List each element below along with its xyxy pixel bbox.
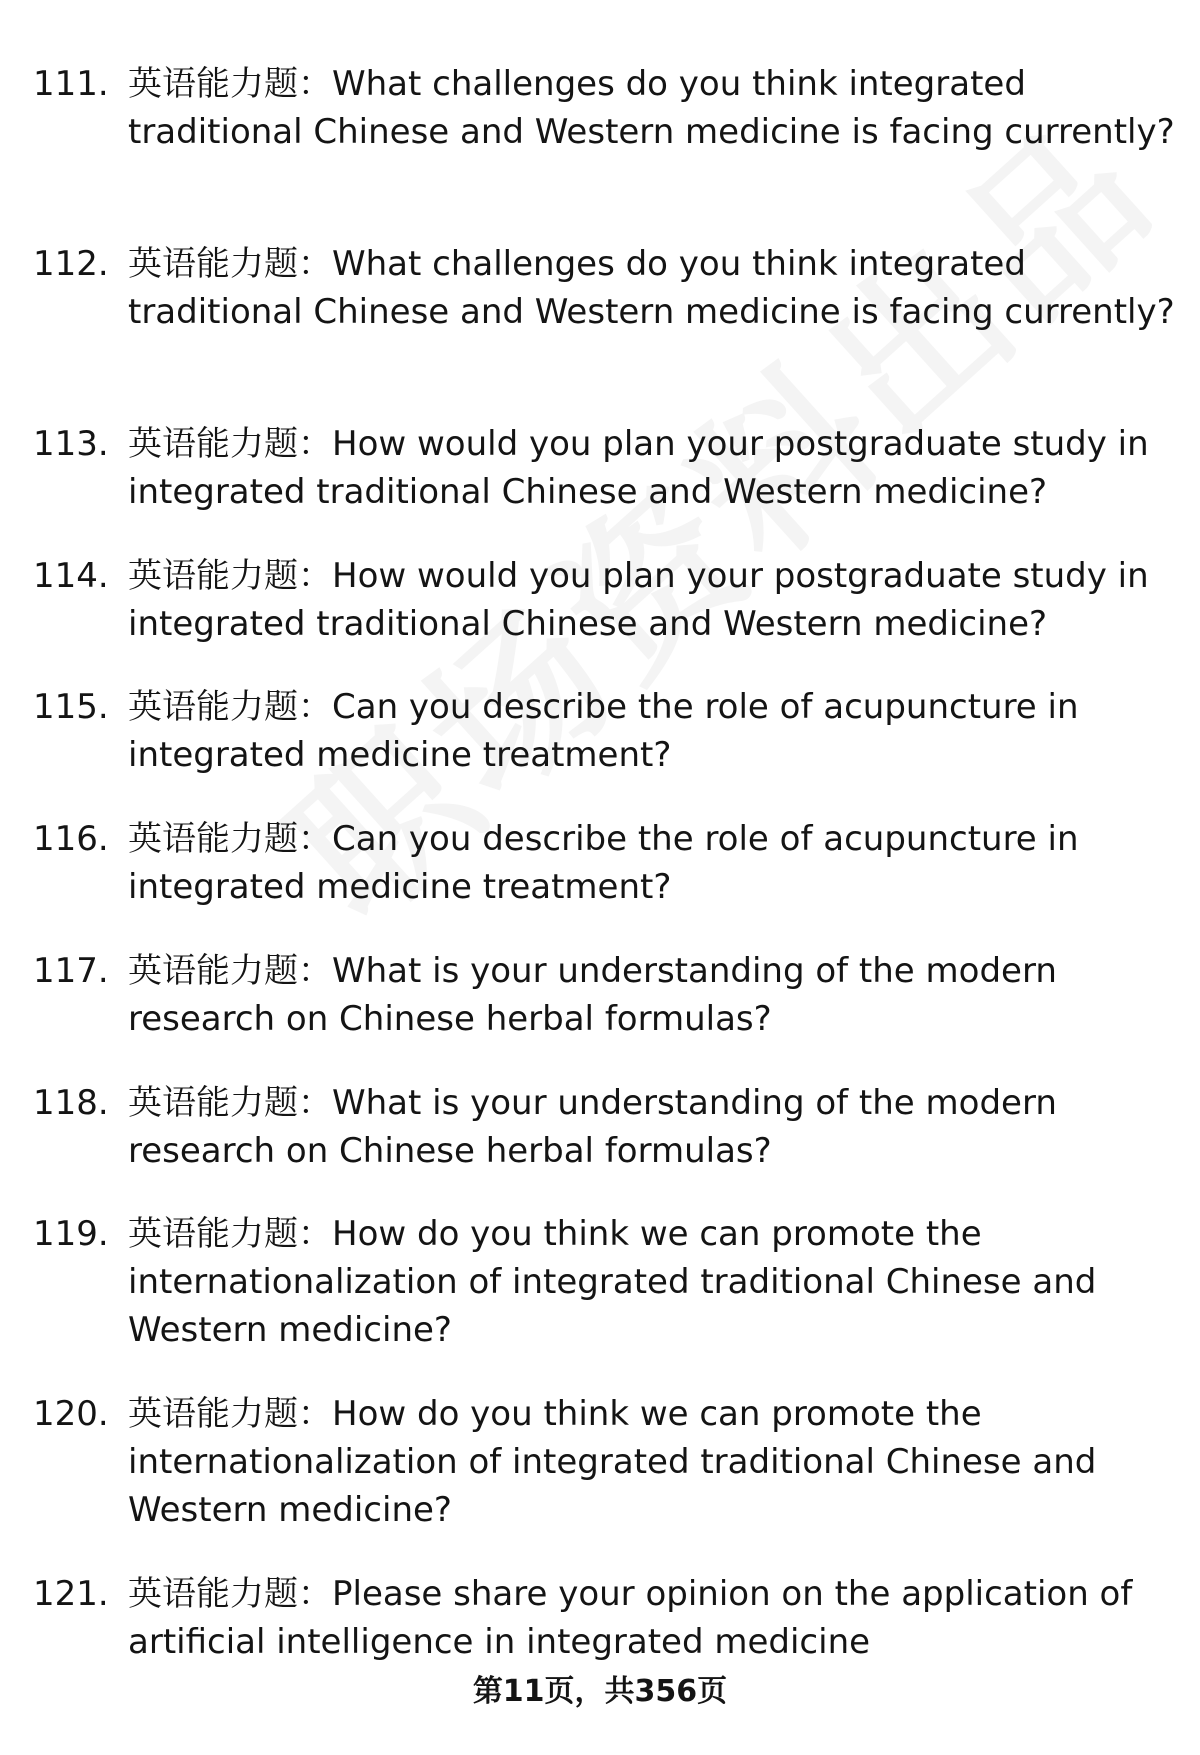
question-number: 120.	[33, 1394, 109, 1434]
question-text: 英语能力题：Please share your opinion on the application of artificial intelligence in integrated medicine	[128, 1574, 1133, 1662]
question-text: 英语能力题：Can you describe the role of acupuncture in integrated medicine treatment?	[128, 819, 1079, 907]
question-number: 111.	[33, 64, 109, 104]
question-number: 112.	[33, 244, 109, 284]
question-text: 英语能力题：How would you plan your postgraduate study in integrated traditional Chinese and Western medicine?	[128, 424, 1149, 512]
question-number: 118.	[33, 1083, 109, 1123]
page-footer: 第11页，共356页	[472, 1674, 728, 1709]
question-text: 英语能力题：Can you describe the role of acupuncture in integrated medicine treatment?	[128, 687, 1079, 775]
question-number: 117.	[33, 951, 109, 991]
question-number: 114.	[33, 556, 109, 596]
question-text: 英语能力题：How do you think we can promote the internationalization of integrated traditional Chinese and Western medicine?	[128, 1214, 1097, 1350]
question-text: 英语能力题：What is your understanding of the modern research on Chinese herbal formulas?	[128, 1083, 1057, 1171]
question-text: 英语能力题：How would you plan your postgraduate study in integrated traditional Chinese and Western medicine?	[128, 556, 1149, 644]
question-text: 英语能力题：What challenges do you think integrated traditional Chinese and Western medicine is facing currently?	[128, 64, 1175, 152]
question-number: 115.	[33, 687, 109, 727]
question-text: 英语能力题：How do you think we can promote the internationalization of integrated traditional Chinese and Western medicine?	[128, 1394, 1097, 1530]
question-number: 119.	[33, 1214, 109, 1254]
question-text: 英语能力题：What is your understanding of the modern research on Chinese herbal formulas?	[128, 951, 1057, 1039]
question-text: 英语能力题：What challenges do you think integrated traditional Chinese and Western medicine is facing currently?	[128, 244, 1175, 332]
question-number: 121.	[33, 1574, 109, 1614]
question-number: 116.	[33, 819, 109, 859]
question-number: 113.	[33, 424, 109, 464]
